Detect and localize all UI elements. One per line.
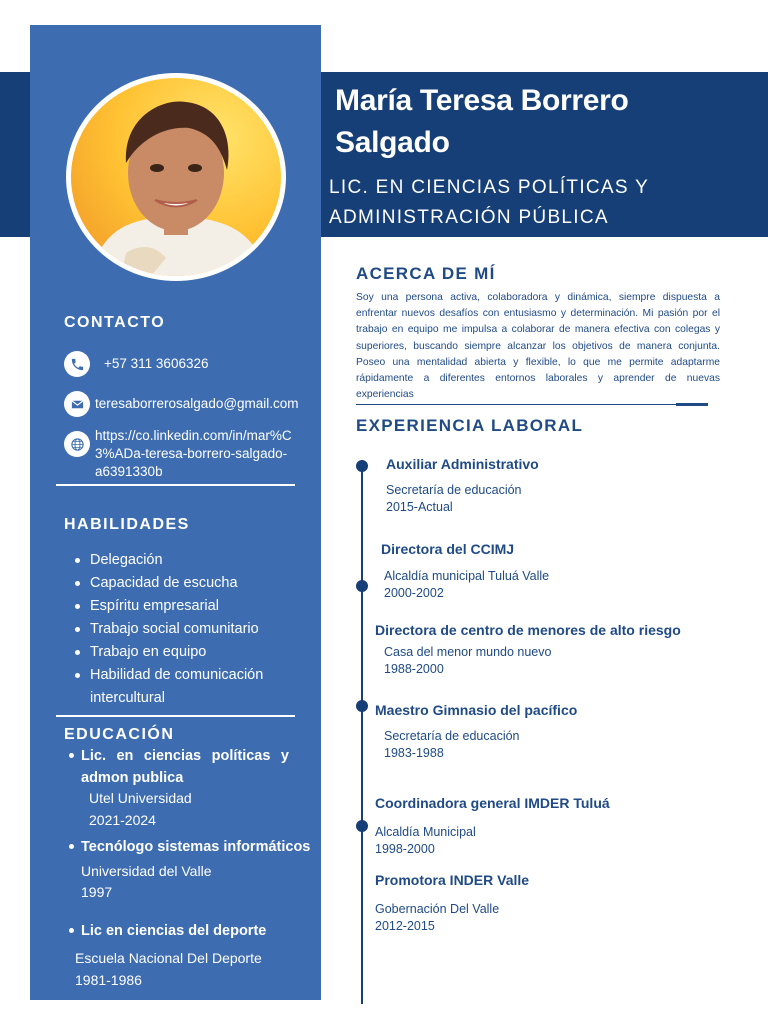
skill-item: Trabajo en equipo: [73, 641, 303, 664]
job-years-1: 2015-Actual: [386, 500, 453, 514]
education-school-2: Universidad del Valle: [81, 863, 212, 879]
job-org-4: Secretaría de educación: [384, 729, 520, 743]
person-name: [335, 80, 755, 164]
job-details-5: [375, 824, 476, 858]
job-role-2: Directora del CCIMJ: [381, 541, 515, 557]
skill-item: Espíritu empresarial: [73, 595, 303, 618]
title-line-1: LIC. EN CIENCIAS POLÍTICAS Y: [329, 177, 650, 198]
education-years-1: 2021-2024: [89, 812, 156, 828]
about-text: Soy una persona activa, colaboradora y dinámica, siempre dispuesta a enfrentar nuevos desafíos con entusiasmo y determinación. Mi pasión por el trabajo en equipo me impulsa a colaborar de manera efectiva con colegas y superiores, buscando siempre alcanzar los objetivos de manera conjunta. Poseo una mentalidad abierta y flexible, lo que me permite adaptarme rápidamente a diferentes entornos laborales y aprender de nuevas experiencias: [356, 292, 720, 401]
education-degree-3: Lic en ciencias del deporte: [81, 920, 266, 942]
job-role-4: Maestro Gimnasio del pacífico: [375, 702, 578, 718]
job-details-4: [384, 728, 520, 762]
skills-heading: HABILIDADES: [64, 516, 190, 533]
contact-email[interactable]: [64, 391, 299, 417]
name-line-1: María Teresa Borrero: [335, 84, 629, 117]
job-years-5: 1998-2000: [375, 842, 435, 856]
skill-item: Capacidad de escucha: [73, 572, 303, 595]
education-years-2: 1997: [81, 884, 113, 900]
job-role-5: Coordinadora general IMDER Tuluá: [375, 795, 610, 811]
timeline-dot: [356, 580, 368, 592]
education-heading: EDUCACIÓN: [64, 726, 175, 743]
contact-linkedin[interactable]: [64, 427, 292, 481]
timeline-line: [361, 460, 363, 1004]
skills-list: [73, 549, 303, 710]
linkedin-url: [95, 427, 292, 481]
linkedin-line-3: a6391330b: [95, 464, 163, 479]
job-org-1: Secretaría de educación: [386, 483, 522, 497]
about-divider: [356, 404, 708, 405]
linkedin-line-1: https://co.linkedin.com/in/mar%C: [95, 428, 292, 443]
degree-1-line-2: admon publica: [81, 770, 184, 786]
job-years-4: 1983-1988: [384, 746, 444, 760]
job-role-1: Auxiliar Administrativo: [386, 456, 539, 472]
phone-icon: [64, 351, 90, 377]
skill-item: Habilidad de comunicación intercultural: [73, 664, 303, 710]
skill-item: Delegación: [73, 549, 303, 572]
job-years-6: 2012-2015: [375, 919, 435, 933]
job-details-1: [386, 482, 522, 516]
about-heading: ACERCA DE MÍ: [356, 264, 496, 283]
contact-divider: [56, 484, 295, 486]
job-years-3: 1988-2000: [384, 662, 444, 676]
phone-number: +57 311 3606326: [104, 356, 209, 371]
mail-icon: [64, 391, 90, 417]
contact-phone[interactable]: [64, 351, 208, 377]
degree-1-line-1: Lic. en ciencias políticas y: [81, 748, 289, 764]
education-years-3: 1981-1986: [75, 972, 142, 988]
skills-divider: [56, 715, 295, 717]
job-details-6: [375, 901, 499, 935]
job-org-2: Alcaldía municipal Tuluá Valle: [384, 569, 550, 583]
experience-heading: EXPERIENCIA LABORAL: [356, 416, 584, 435]
timeline-dot: [356, 820, 368, 832]
timeline-dot: [356, 700, 368, 712]
job-org-6: Gobernación Del Valle: [375, 902, 500, 916]
contact-heading: CONTACTO: [64, 314, 166, 331]
about-divider-accent: [676, 403, 708, 406]
email-address: teresaborrerosalgado@gmail.com: [95, 396, 299, 411]
skill-item: Trabajo social comunitario: [73, 618, 303, 641]
job-org-5: Alcaldía Municipal: [375, 825, 476, 839]
job-role-3: Directora de centro de menores de alto riesgo: [375, 622, 681, 638]
timeline-dot: [356, 460, 368, 472]
education-school-1: Utel Universidad: [89, 790, 192, 806]
education-degree-2: Tecnólogo sistemas informáticos: [81, 836, 310, 858]
profile-photo: [66, 73, 286, 281]
title-line-2: ADMINISTRACIÓN PÚBLICA: [329, 207, 609, 228]
job-details-3: [384, 644, 551, 678]
job-org-3: Casa del menor mundo nuevo: [384, 645, 552, 659]
job-details-2: [384, 568, 549, 602]
job-role-6: Promotora INDER Valle: [375, 872, 530, 888]
name-line-2: Salgado: [335, 126, 450, 159]
globe-icon: [64, 431, 90, 457]
professional-title: [329, 173, 759, 233]
linkedin-line-2: 3%ADa-teresa-borrero-salgado-: [95, 446, 288, 461]
education-school-3: Escuela Nacional Del Deporte: [75, 950, 262, 966]
job-years-2: 2000-2002: [384, 586, 444, 600]
education-degree-1: [81, 745, 289, 789]
